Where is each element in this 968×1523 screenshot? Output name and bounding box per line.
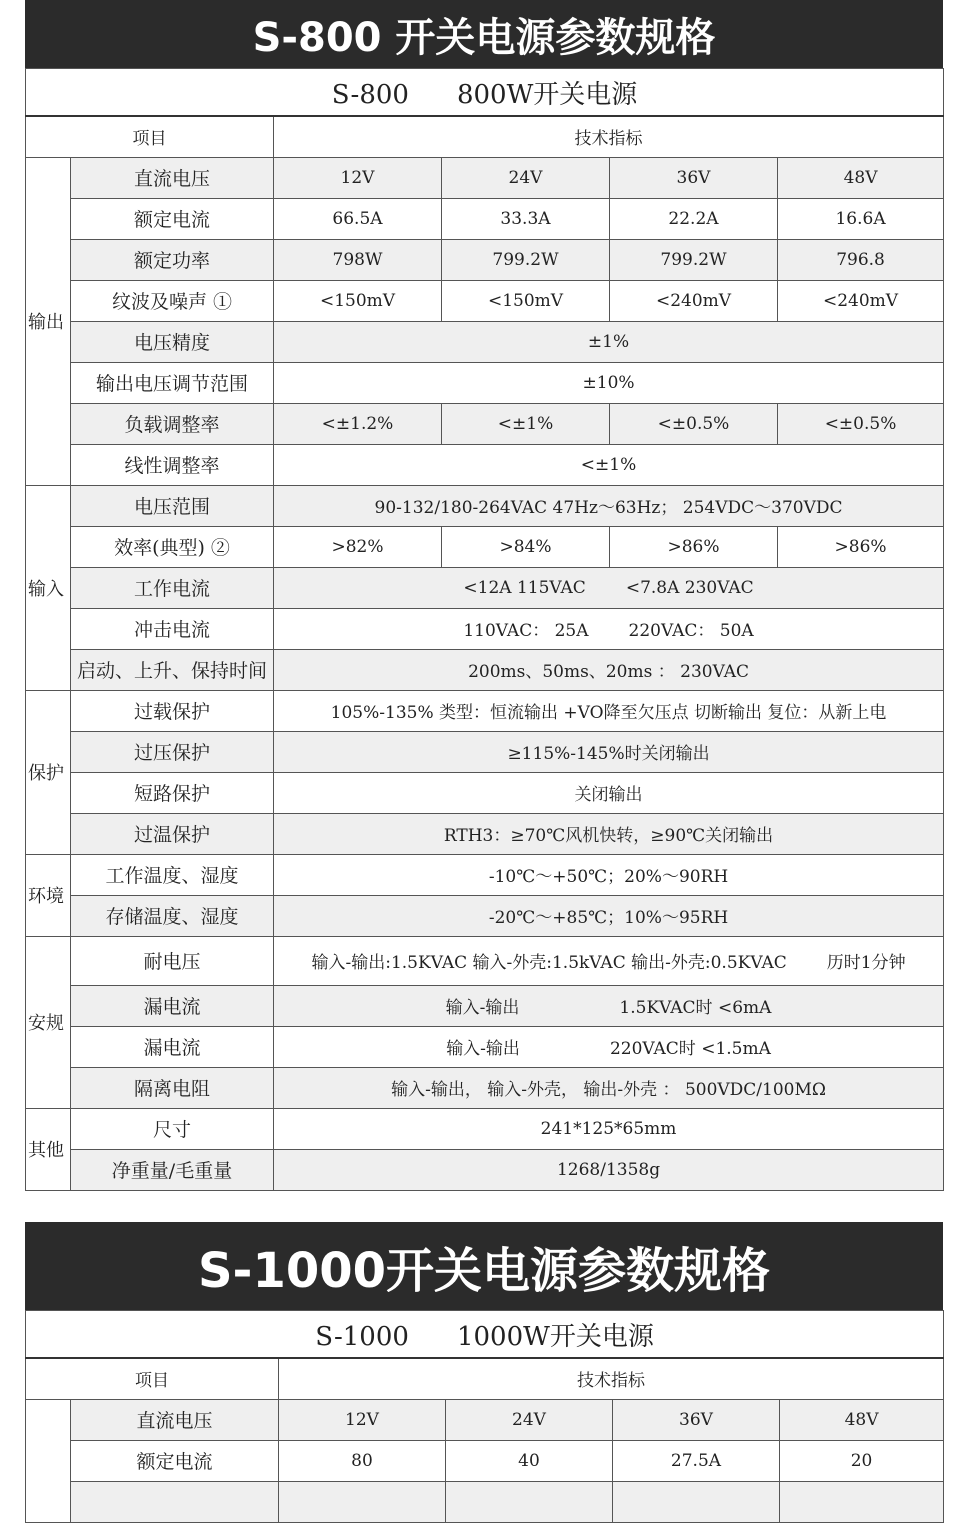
cell-value: <±1.2% [274,403,442,444]
cell-value: 200ms、50ms、20ms ： 230VAC [274,649,944,690]
col-item-header: 项目 [26,116,274,157]
table-row [26,1481,944,1522]
table-row [26,985,944,1026]
cell-value: <±1% [274,444,944,485]
cell-value: 36V [613,1399,780,1440]
header-row [26,1358,944,1399]
cell-value [279,1481,446,1522]
cell-value [274,608,944,649]
table-row [26,690,944,731]
row-label: 工作电流 [71,567,274,608]
header-row [26,116,944,157]
table-row [26,485,944,526]
model-name: S-800 [331,79,409,110]
cell-value [274,567,944,608]
group-protect: 保护 [26,690,71,854]
cell-value: 22.2A [610,198,778,239]
cell-value: >86% [610,526,778,567]
cell-value: <150mV [442,280,610,321]
row-label: 尺寸 [71,1108,274,1149]
table-row [26,198,944,239]
cell-value: 241*125*65mm [274,1108,944,1149]
cell-value: ≥115%-145%时关闭输出 [274,731,944,772]
value-part: 输入-输出 [446,1039,520,1059]
cell-value: <±1% [442,403,610,444]
group-output: 输出 [26,157,71,485]
row-label: 直流电压 [71,1399,279,1440]
row-label: 短路保护 [71,772,274,813]
table-row [26,608,944,649]
row-label: 效率(典型) ② [71,526,274,567]
value-part: 输入-输出 [445,998,520,1018]
cell-value: 16.6A [778,198,944,239]
table-row [26,239,944,280]
row-label: 电压范围 [71,485,274,526]
row-label: 额定功率 [71,239,274,280]
cell-value: 799.2W [610,239,778,280]
model-title [26,1311,944,1359]
row-label: 过温保护 [71,813,274,854]
group-input: 输入 [26,485,71,690]
model-desc: 1000W开关电源 [456,1321,654,1352]
row-label: 存储温度、湿度 [71,895,274,936]
table-row [26,321,944,362]
group-other: 其他 [26,1108,71,1190]
table-row [26,731,944,772]
cell-value: 40 [446,1440,613,1481]
cell-value: <240mV [610,280,778,321]
cell-value [613,1481,780,1522]
cell-value: 80 [279,1440,446,1481]
table-row [26,813,944,854]
row-label: 输出电压调节范围 [71,362,274,403]
col-item-header: 项目 [26,1358,279,1399]
col-spec-header: 技术指标 [279,1358,944,1399]
table-row [26,526,944,567]
row-label: 冲击电流 [71,608,274,649]
row-label: 直流电压 [71,157,274,198]
table-row [26,649,944,690]
table-row [26,444,944,485]
model-desc: 800W开关电源 [456,79,638,110]
cell-value: 36V [610,157,778,198]
table-row [26,895,944,936]
group-env: 环境 [26,854,71,936]
value-part: 220VAC时 <1.5mA [609,1039,771,1059]
table-row [26,1108,944,1149]
model-name: S-1000 [315,1321,409,1352]
value-part: 历时1分钟 [826,953,906,973]
row-label: 纹波及噪声 ① [71,280,274,321]
cell-value [274,1026,944,1067]
model-row [26,69,944,117]
row-label: 额定电流 [71,198,274,239]
cell-value: -10℃～+50℃；20%～90RH [274,854,944,895]
model-row [26,1311,944,1359]
cell-value: >82% [274,526,442,567]
cell-value: 24V [446,1399,613,1440]
value-part: <12A 115VAC [463,577,586,598]
row-label [71,1481,279,1522]
spec-table-s800 [25,68,944,1191]
table-row [26,854,944,895]
cell-value: <±0.5% [778,403,944,444]
row-label: 耐电压 [71,936,274,985]
spec-banner-s800: S-800 开关电源参数规格 [25,0,943,68]
table-row [26,1399,944,1440]
row-label: 过载保护 [71,690,274,731]
cell-value: 24V [442,157,610,198]
spec-banner-s1000: S-1000开关电源参数规格 [25,1222,943,1310]
table-row [26,1067,944,1108]
cell-value: -20℃～+85℃；10%～95RH [274,895,944,936]
table-row [26,772,944,813]
cell-value [780,1481,944,1522]
row-label: 过压保护 [71,731,274,772]
cell-value: 796.8 [778,239,944,280]
cell-value: 关闭输出 [274,772,944,813]
row-label: 隔离电阻 [71,1067,274,1108]
table-row [26,1440,944,1481]
row-label: 漏电流 [71,985,274,1026]
cell-value: ±10% [274,362,944,403]
cell-value [274,985,944,1026]
value-part: 输入-输出:1.5KVAC 输入-外壳:1.5kVAC 输出-外壳:0.5KVAC [311,953,787,973]
table-row [26,1149,944,1190]
cell-value: <240mV [778,280,944,321]
cell-value: 799.2W [442,239,610,280]
col-spec-header: 技术指标 [274,116,944,157]
group-output [26,1399,71,1522]
cell-value [446,1481,613,1522]
row-label: 负载调整率 [71,403,274,444]
table-row [26,280,944,321]
cell-value: 66.5A [274,198,442,239]
row-label: 线性调整率 [71,444,274,485]
row-label: 漏电流 [71,1026,274,1067]
cell-value: 27.5A [613,1440,780,1481]
cell-value: 90-132/180-264VAC 47Hz～63Hz； 254VDC～370VDC [274,485,944,526]
cell-value: 1268/1358g [274,1149,944,1190]
value-part: 110VAC： 25A [463,621,589,641]
table-row [26,1026,944,1067]
cell-value: <±0.5% [610,403,778,444]
table-row [26,936,944,985]
cell-value: 12V [279,1399,446,1440]
cell-value: 33.3A [442,198,610,239]
table-row [26,403,944,444]
value-part: 220VAC： 50A [628,621,754,641]
row-label: 工作温度、湿度 [71,854,274,895]
cell-value: >84% [442,526,610,567]
table-row [26,362,944,403]
table-row [26,157,944,198]
cell-value: 48V [780,1399,944,1440]
cell-value: 105%-135% 类型：恒流输出 +VO降至欠压点 切断输出 复位：从新上电 [274,690,944,731]
cell-value: ±1% [274,321,944,362]
cell-value: 输入-输出， 输入-外壳， 输出-外壳 ： 500VDC/100MΩ [274,1067,944,1108]
value-part: 1.5KVAC时 <6mA [619,998,772,1018]
table-row [26,567,944,608]
row-label: 启动、上升、保持时间 [71,649,274,690]
group-safety: 安规 [26,936,71,1108]
value-part: <7.8A 230VAC [625,577,754,598]
cell-value: >86% [778,526,944,567]
row-label: 净重量/毛重量 [71,1149,274,1190]
row-label: 额定电流 [71,1440,279,1481]
cell-value [274,936,944,985]
cell-value: <150mV [274,280,442,321]
cell-value: 12V [274,157,442,198]
row-label: 电压精度 [71,321,274,362]
cell-value: 20 [780,1440,944,1481]
cell-value: 798W [274,239,442,280]
cell-value: 48V [778,157,944,198]
model-title [26,69,944,117]
cell-value: RTH3：≥70℃风机快转，≥90℃关闭输出 [274,813,944,854]
spec-table-s1000 [25,1310,944,1523]
